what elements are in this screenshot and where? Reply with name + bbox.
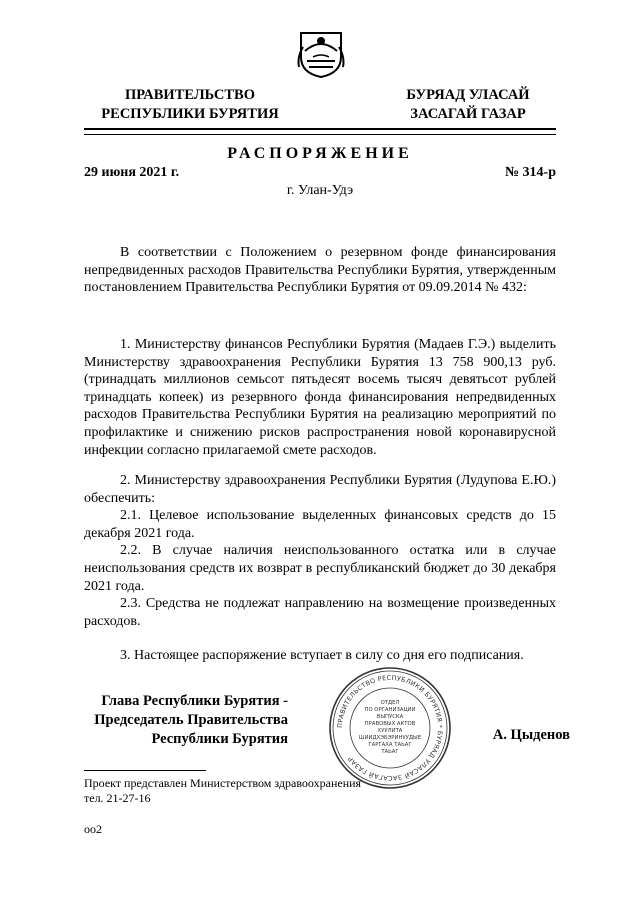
svg-text:ХУУЛИТА: ХУУЛИТА bbox=[377, 728, 403, 734]
svg-text:ШИИДХЭБЭРИНУУДЫЕ: ШИИДХЭБЭРИНУУДЫЕ bbox=[358, 735, 422, 741]
clause-3-text: 3. Настоящее распоряжение вступает в силу со дня его подписания. bbox=[120, 648, 524, 664]
issuer-bua-line2: ЗАСАГАЙ ГАЗАР bbox=[410, 106, 526, 122]
document-title: РАСПОРЯЖЕНИЕ bbox=[227, 145, 413, 162]
signatory-line1: Глава Республики Бурятия - bbox=[101, 693, 288, 709]
clause-2-block bbox=[84, 472, 556, 665]
footnote-rule bbox=[84, 770, 206, 771]
clause-1-text: 1. Министерству финансов Республики Бурятия (Мадаев Г.Э.) выделить Министерству здравоохранения Республики Бурятия 13 758 900,13 руб. (тринадцать миллионов семьсот пятьдесят восемь тысяч девятьсот рублей тринадцать копеек) из резервного фонда финансирования непредвиденных расходов Правительства Республики Бурятия на реализацию мероприятий по профилактике и снижению рисков распространения новой коронавирусной инфекции согласно прилагаемой смете расходов. bbox=[84, 337, 556, 458]
svg-text:ВЫПУСКА: ВЫПУСКА bbox=[376, 714, 404, 720]
issuer-ru-line1: ПРАВИТЕЛЬСТВО bbox=[125, 87, 255, 103]
svg-text:ПРАВИТЕЛЬСТВО РЕСПУБЛИКИ БУРЯТ: ПРАВИТЕЛЬСТВО РЕСПУБЛИКИ БУРЯТИЯ * БУРЯАД УЛАСАЙ ЗАСАГАЙ ГАЗАР bbox=[335, 673, 445, 783]
svg-text:ТАЬАГ: ТАЬАГ bbox=[381, 749, 399, 755]
signatory-name: А. Цыденов bbox=[492, 727, 570, 743]
signatory-line3: Республики Бурятия bbox=[151, 731, 288, 747]
preamble-text: В соответствии с Положением о резервном фонде финансирования непредвиденных расходов Правительства Республики Бурятия, утвержденным постановлением Правительства Республики Бурятия от 09.09.2014 № 432: bbox=[84, 245, 556, 296]
coat-of-arms-icon bbox=[297, 27, 345, 79]
svg-text:ПРАВОВЫХ АКТОВ: ПРАВОВЫХ АКТОВ bbox=[364, 721, 416, 727]
header-rule-thick bbox=[84, 128, 556, 130]
document-code: оо2 bbox=[84, 822, 102, 836]
issuer-buryat bbox=[378, 86, 558, 124]
header-rule-thin bbox=[84, 134, 556, 135]
clause-2-2-text: 2.2. В случае наличия неиспользованного остатка или в случае неиспользования средств их возврат в республиканский бюджет до 30 декабря 2021 года. bbox=[84, 543, 556, 594]
clause-2-3-text: 2.3. Средства не подлежат направлению на возмещение произведенных расходов. bbox=[84, 596, 556, 629]
signatory-title bbox=[70, 692, 288, 749]
signatory-line2: Председатель Правительства bbox=[94, 712, 288, 728]
document-number: № 314-р bbox=[504, 165, 556, 180]
svg-text:ОТДЕЛ: ОТДЕЛ bbox=[380, 700, 400, 706]
clause-1 bbox=[84, 336, 556, 459]
document-date: 29 июня 2021 г. bbox=[84, 165, 180, 180]
svg-text:ПО ОРГАНИЗАЦИИ: ПО ОРГАНИЗАЦИИ bbox=[364, 707, 416, 713]
issuer-bua-line1: БУРЯАД УЛАСАЙ bbox=[406, 87, 530, 103]
clause-2-1-text: 2.1. Целевое использование выделенных финансовых средств до 15 декабря 2021 года. bbox=[84, 508, 556, 541]
issuer-russian bbox=[84, 86, 296, 124]
issuer-ru-line2: РЕСПУБЛИКИ БУРЯТИЯ bbox=[101, 106, 279, 122]
footnote-line2: тел. 21-27-16 bbox=[84, 791, 151, 805]
footnote-line1: Проект представлен Министерством здравоохранения bbox=[84, 776, 362, 790]
svg-text:ГАРГАХА ТАЬАГ: ГАРГАХА ТАЬАГ bbox=[368, 742, 412, 748]
document-city: г. Улан-Удэ bbox=[286, 183, 354, 198]
preamble bbox=[84, 244, 556, 297]
footnote bbox=[84, 776, 361, 806]
official-stamp bbox=[326, 664, 454, 792]
clause-2-text: 2. Министерству здравоохранения Республики Бурятия (Лудупова Е.Ю.) обеспечить: bbox=[84, 473, 556, 506]
